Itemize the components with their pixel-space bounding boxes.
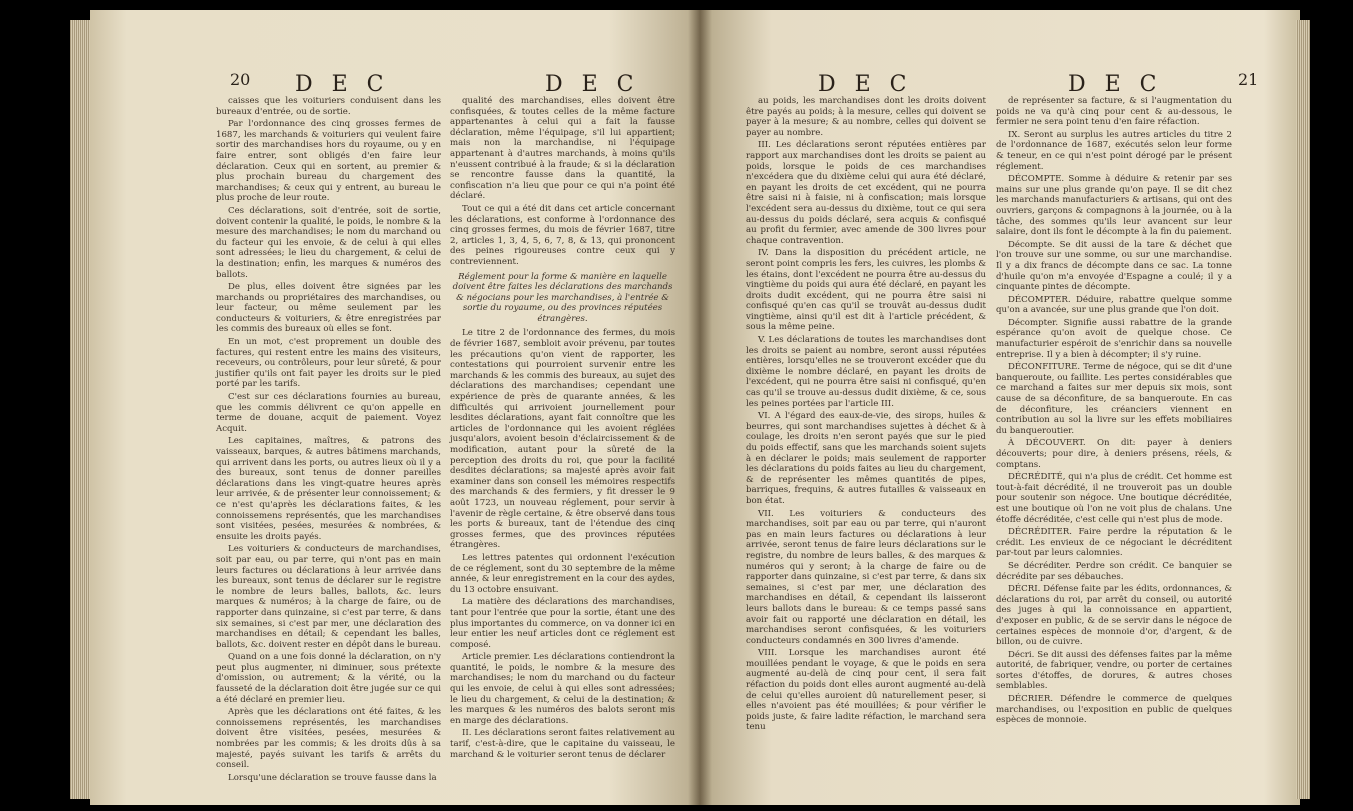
paragraph: Les voituriers & conducteurs de marchandises, soit par eau, ou par terre, qui n'ont pas en main leurs factures ou déclarations à leur arrivée dans les bureaux, sont tenus de déclarer sur le registre le nombre de leurs balles, ballots, &c. leurs marques & numéros; à la charge de faire, ou de rapporter dans quinzaine, si c'est par terre, & dans six semaines, si c'est par mer, une déclaration des marchandises en détail; & cependant les balles, ballots, &c. doivent rester en dépôt dans le bureau. — [216, 544, 441, 650]
running-head: D E C — [545, 72, 640, 97]
page-edges-right — [1296, 20, 1310, 799]
text-column — [450, 96, 675, 776]
paragraph: Réglement pour la forme & manière en laquelle doivent être faites les déclarations des marchands & négocians pour les marchandises, à l'entrée & sortie du royaume, ou des provinces réputées étrangères. — [452, 271, 673, 324]
paragraph: de représenter sa facture, & si l'augmentation du poids ne va qu'à cinq pour cent & au-dessous, le fermier ne sera point tenu d'en faire réfaction. — [996, 96, 1232, 128]
paragraph: Les lettres patentes qui ordonnent l'exécution de ce réglement, sont du 30 septembre de la même année, & leur enregistrement en la cour des aydes, du 13 octobre ensuivant. — [450, 552, 675, 595]
paragraph: Après que les déclarations ont été faites, & les connoissemens représentés, les marchandises doivent être visitées, pesées, mesurées & nombrées par les commis; & les droits dûs à sa majesté, payés suivant les tarifs & arrêts du conseil. — [216, 707, 441, 771]
running-head: D E C — [1068, 72, 1163, 97]
paragraph: VII. Les voituriers & conducteurs des marchandises, soit par eau ou par terre, qui n'auront pas en main leurs factures ou déclarations à leur arrivée, seront tenus de faire leurs déclarations sur le registre, du nombre de leurs balles, & des marques & numéros qui y seront; à la charge de faire ou de rapporter dans quinzaine, si c'est par terre, & dans six semaines, si c'est par mer, une déclaration des marchandises en détail, & cependant ils laisseront leurs ballots dans le bureau: & ce temps passé sans avoir fait ou rapporté une déclaration en détail, les marchandises seront confisquées, & les voituriers conducteurs condamnés en 300 livres d'amende. — [746, 508, 986, 646]
paragraph: IX. Seront au surplus les autres articles du titre 2 de l'ordonnance de 1687, exécutés selon leur forme & teneur, en ce qui n'est point dérogé par le présent réglement. — [996, 129, 1232, 172]
paragraph: DÉCOMPTE. Somme à déduire & retenir par ses mains sur une plus grande qu'on paye. Il se dit chez les marchands manufacturiers & artisans, qui ont des ouvriers, garçons & compagnons à la journée, ou à la tâche, des sommes qu'ils leur avancent sur leur salaire, dont ils font le décompte à la fin du paiement. — [996, 174, 1232, 238]
paragraph: C'est sur ces déclarations fournies au bureau, que les commis délivrent ce qu'on appelle en terme de douane, acquit de paiement. Voyez Acquit. — [216, 392, 441, 434]
paragraph: DÉCOMPTER. Déduire, rabattre quelque somme qu'on a avancée, sur une plus grande que l'on doit. — [996, 294, 1232, 316]
paragraph: VIII. Lorsque les marchandises auront été mouillées pendant le voyage, & que le poids en sera augmenté au-delà de cinq pour cent, il sera fait réfaction du poids dont elles auront augmenté au-delà de celui qu'elles auroient dû naturellement peser, si elles n'avoient pas été mouillées; & pour vérifier le poids juste, & faire ladite réfaction, le marchand sera tenu — [746, 648, 986, 733]
paragraph: II. Les déclarations seront faites relativement au tarif, c'est-à-dire, que le capitaine du vaisseau, le marchand & le voiturier seront tenus de déclarer — [450, 728, 675, 760]
paragraph: Par l'ordonnance des cinq grosses fermes de 1687, les marchands & voituriers qui veulent faire sortir des marchandises hors du royaume, ou y en faire entrer, sont obligés d'en faire leur déclaration. Ceux qui en sortent, au premier & plus prochain bureau du chargement des marchandises; & ceux qui y entrent, au bureau le plus proche de leur route. — [216, 119, 441, 204]
paragraph: La matière des déclarations des marchandises, tant pour l'entrée que pour la sortie, étant une des plus importantes du commerce, on va donner ici en leur entier les neuf articles dont ce réglement est composé. — [450, 597, 675, 650]
paragraph: Article premier. Les déclarations contiendront la quantité, le poids, le nombre & la mesure des marchandises; le nom du marchand ou du facteur qui les envoie, de celui à qui elles sont adressées; le lieu du chargement, & celui de la destination; & les marques & les numéros des balots seront mis en marge des déclarations. — [450, 652, 675, 726]
left-page — [90, 10, 700, 805]
running-head: D E C — [295, 72, 390, 97]
paragraph: À DÉCOUVERT. On dit: payer à deniers découverts; pour dire, à deniers présens, réels, & comptans. — [996, 438, 1232, 470]
paragraph: Décompte. Se dit aussi de la tare & déchet que l'on trouve sur une somme, ou sur une marchandise. Il y a dix francs de décompte dans ce sac. La tonne d'huile qu'on m'a envoyée d'Espagne a coulé; il y a cinquante pintes de décompte. — [996, 239, 1232, 293]
paragraph: En un mot, c'est proprement un double des factures, qui restent entre les mains des visiteurs, receveurs, ou contrôleurs, pour leur sûreté, & pour justifier qu'ils ont fait payer les droits sur le pied porté par les tarifs. — [216, 337, 441, 390]
paragraph: Quand on a une fois donné la déclaration, on n'y peut plus augmenter, ni diminuer, sous prétexte d'omission, ou autrement; & la vérité, ou la fausseté de la déclaration doit être jugée sur ce qui a été déclaré en premier lieu. — [216, 652, 441, 705]
paragraph: DÉCONFITURE. Terme de négoce, qui se dit d'une banqueroute, ou faillite. Les pertes considérables que ce marchand a faites sur mer depuis six mois, sont cause de sa déconfiture, de sa banqueroute. En cas de déconfiture, les créanciers viennent en contribution au sol la livre sur les effets mobiliaires du banqueroutier. — [996, 362, 1232, 436]
paragraph: DÉCRI. Défense faite par les édits, ordonnances, & déclarations du roi, par arrêt du conseil, ou autorité des juges à qui la connoissance en appartient, d'exposer en public, & de se servir dans le négoce de certaines espèces de monnoie d'or, d'argent, & de billon, ou de cuivre. — [996, 584, 1232, 648]
right-page — [700, 10, 1300, 805]
paragraph: Décompter. Signifie aussi rabattre de la grande espérance qu'on avoit de quelque chose. Ce manufacturier espéroit de s'enrichir dans sa nouvelle entreprise. Il y a bien à décompter; il s'y ruine. — [996, 317, 1232, 360]
open-book — [70, 10, 1310, 805]
paragraph: DÉCRIER. Défendre le commerce de quelques marchandises, ou l'exposition en public de quelques espèces de monnoie. — [996, 694, 1232, 726]
paragraph: Tout ce qui a été dit dans cet article concernant les déclarations, est conforme à l'ordonnance des cinq grosses fermes, du mois de février 1687, titre 2, articles 1, 3, 4, 5, 6, 7, 8, & 13, qui prononcent des peines rigoureuses contre ceux qui y contreviennent. — [450, 203, 675, 267]
paragraph: VI. A l'égard des eaux-de-vie, des sirops, huiles & beurres, qui sont marchandises sujettes à déchet & à coulage, les droits n'en seront payés que sur le pied du poids effectif, sans que les marchands soient sujets à en déclarer le poids; mais seulement de rapporter les déclarations du poids faites au lieu du chargement, & de représenter les mêmes quantités de pipes, barriques, frequins, & autres futailles & vaisseaux en bon état. — [746, 411, 986, 506]
page-number: 20 — [230, 70, 251, 89]
running-head: D E C — [818, 72, 913, 97]
paragraph: Ces déclarations, soit d'entrée, soit de sortie, doivent contenir la qualité, le poids, le nombre & la mesure des marchandises; le nom du marchand ou du facteur qui les envoie, & de celui à qui elles sont adressées; le lieu du chargement, & celui de la destination; enfin, les marques & numéros des ballots. — [216, 205, 441, 280]
text-column — [996, 96, 1232, 776]
paragraph: Se décréditer. Perdre son crédit. Ce banquier se décrédite par ses débauches. — [996, 560, 1232, 582]
paragraph: qualité des marchandises, elles doivent être confisquées, & toutes celles de la même facture appartenantes à celui qui a fait la fausse déclaration, même l'équipage, s'il lui appartient; mais non la marchandise, ni l'équipage appartenant à d'autres marchands, à moins qu'ils n'eussent contribué à la fraude; & si la déclaration se rencontre fausse dans la quantité, la confiscation n'a lieu que pour ce qui n'a point été déclaré. — [450, 96, 675, 202]
book-gutter — [688, 10, 712, 805]
paragraph: Lorsqu'une déclaration se trouve fausse dans la — [228, 772, 437, 783]
paragraph: Les capitaines, maîtres, & patrons des vaisseaux, barques, & autres bâtimens marchands, qui arrivent dans les ports, ou autres lieux où il y a des bureaux, sont tenus de donner pareilles déclarations dans les vingt-quatre heures après leur arrivée, & de présenter leur connoissement; & ce n'est qu'après les déclarations faites, & les connoissemens représentés, que les marchandises sont visitées, pesées, mesurées & nombrées, & ensuite les droits payés. — [216, 436, 441, 542]
paragraph: DÉCRÉDITER. Faire perdre la réputation & le crédit. Les envieux de ce négociant le décréditent par-tout par leurs calomnies. — [996, 527, 1232, 559]
paragraph: De plus, elles doivent être signées par les marchands ou propriétaires des marchandises, ou leur facteur, ou même seulement par les conducteurs & voituriers, & être enregistrées par les commis des bureaux où elles se font. — [216, 282, 441, 335]
page-edges-left — [70, 20, 90, 799]
text-column — [216, 96, 441, 783]
paragraph: V. Les déclarations de toutes les marchandises dont les droits se paient au nombre, seront aussi réputées entières, lorsqu'elles ne se trouveront excéder que du dixième le nombre déclaré, en payant les droits de l'excédent, qui ne pourra être saisi ni confisqué, qu'en cas qu'il se trouve au-dessus dudit dixième, & ce, sous les peines portées par l'article III. — [746, 335, 986, 409]
paragraph: IV. Dans la disposition du précédent article, ne seront point compris les fers, les cuivres, les plombs & les étains, dont l'excédent ne pourra être au-dessus du vingtième du poids qui aura été déclaré, en payant les droits dudit excédent, qui ne pourra être saisi ni confisqué qu'en cas qu'il se trouvât au-dessus dudit vingtième, ainsi qu'il est dit à l'article précédent, & sous la même peine. — [746, 248, 986, 333]
paragraph: Le titre 2 de l'ordonnance des fermes, du mois de février 1687, sembloit avoir prévenu, par toutes les précautions qu'on vient de rapporter, les contestations qui pourroient survenir entre les marchands & les commis des bureaux, au sujet des déclarations des marchandises; cependant une expérience de près de quarante années, & les difficultés qui arrivoient journellement pour lesdites déclarations, ayant fait connoître que les articles de l'ordonnance qui les avoient réglées jusqu'alors, avoient besoin d'éclaircissement & de modification, autant pour la sûreté de la perception des droits du roi, que pour la facilité desdites déclarations; sa majesté après avoir fait examiner dans son conseil les mémoires respectifs des marchands & des fermiers, y fit dresser le 9 août 1723, un nouveau réglement, pour servir à l'avenir de règle certaine, & être observé dans tous les ports & bureaux, tant de l'étendue des cinq grosses fermes, que des provinces réputées étrangères. — [450, 328, 675, 551]
paragraph: DÉCRÉDITÉ, qui n'a plus de crédit. Cet homme est tout-à-fait décrédité, il ne trouveroit pas un double pour soutenir son négoce. Une boutique décréditée, est une boutique où l'on ne voit plus de chalans. Une étoffe décréditée, c'est celle qui n'est plus de mode. — [996, 472, 1232, 525]
paragraph: au poids, les marchandises dont les droits doivent être payés au poids; à la mesure, celles qui doivent se payer à la mesure; & au nombre, celles qui doivent se payer au nombre. — [746, 96, 986, 138]
paragraph: Décri. Se dit aussi des défenses faites par la même autorité, de fabriquer, vendre, ou porter de certaines sortes d'étoffes, de dorures, & autres choses semblables. — [996, 649, 1232, 692]
paragraph: caisses que les voituriers conduisent dans les bureaux d'entrée, ou de sortie. — [216, 96, 441, 117]
page-number: 21 — [1238, 70, 1259, 89]
paragraph: III. Les déclarations seront réputées entières par rapport aux marchandises dont les droits se paient au poids, lorsque le poids de ces marchandises n'excédera que du dixième celui qui aura été déclaré, en payant les droits de cet excédent, qui ne pourra être saisi ni à faisie, ni à confiscation; mais lorsque l'excédent sera au-dessus du dixième, tout ce qui sera au-dessus du poids déclaré, sera acquis & confisqué au profit du fermier, avec amende de 300 livres pour chaque contravention. — [746, 140, 986, 246]
text-column — [746, 96, 986, 776]
